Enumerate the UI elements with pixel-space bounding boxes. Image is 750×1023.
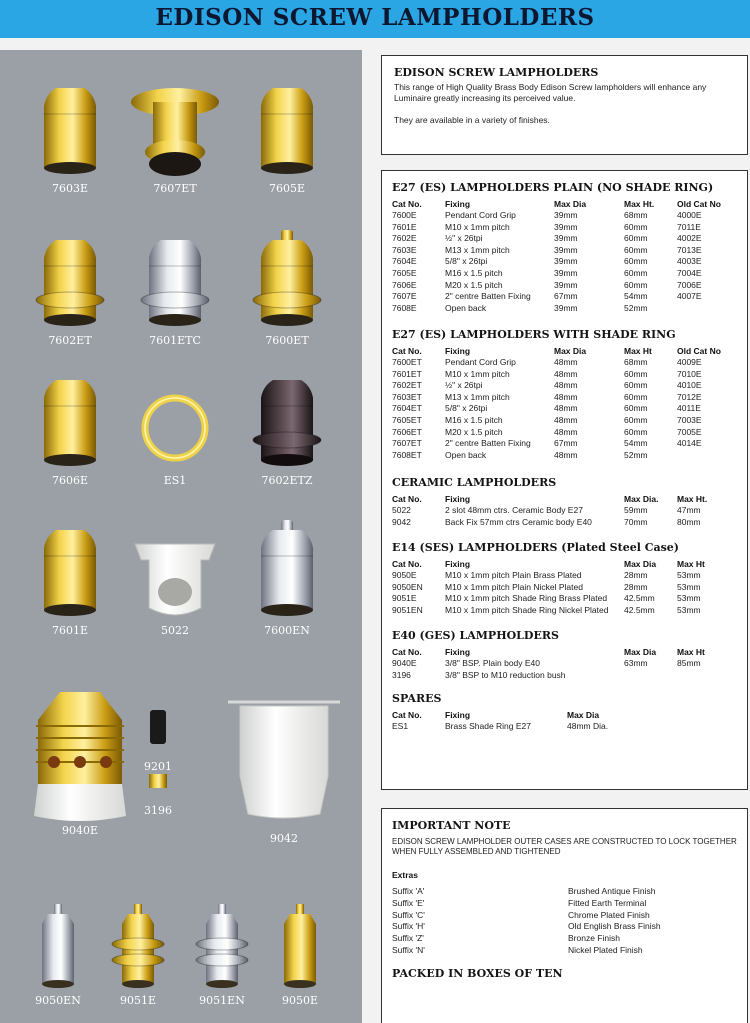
table-cell: M13 x 1mm pitch (445, 244, 510, 255)
column-header: Cat No. (392, 346, 422, 356)
table-cell: 60mm (624, 380, 648, 391)
table-cell: 60mm (624, 403, 648, 414)
section-heading: E40 (GES) LAMPHOLDERS (392, 629, 559, 642)
caption-9051en: 9051EN (199, 994, 245, 1007)
table-cell: 39mm (554, 256, 578, 267)
table-cell: 48mm (554, 426, 578, 437)
table-cell: 7603ET (392, 391, 422, 402)
table-cell: 7013E (677, 244, 702, 255)
table-cell: 7010E (677, 368, 702, 379)
table-cell: 4010E (677, 380, 702, 391)
table-cell: 4000E (677, 210, 702, 220)
table-cell: 3/8" BSP. Plain body E40 (445, 658, 541, 668)
table-cell: M10 x 1mm pitch Plain Brass Plated (445, 570, 582, 580)
caption-3196: 3196 (144, 804, 172, 817)
section-heading: E27 (ES) LAMPHOLDERS WITH SHADE RING (392, 328, 676, 341)
table-cell: 7003E (677, 415, 702, 425)
table-cell: 7006E (677, 279, 702, 290)
table-cell: 39mm (554, 233, 578, 244)
table-cell: 39mm (554, 268, 578, 278)
table-cell: 3/8" BSP to M10 reduction bush (445, 669, 566, 680)
table-cell: 39mm (554, 244, 578, 255)
note-text: EDISON SCREW LAMPHOLDER OUTER CASES ARE CONSTRUCTED TO LOCK TOGETHER WHEN FULLY ASSEMBLED AND TIGHTENED (392, 837, 737, 856)
caption-9051e: 9051E (119, 994, 157, 1007)
column-header: Max Ht (677, 559, 705, 569)
table-cell: 80mm (677, 516, 701, 527)
table-cell: 52mm (624, 449, 648, 460)
column-header: Fixing (445, 199, 471, 209)
table-cell: 7606ET (392, 426, 422, 437)
table-cell: 5/8" x 26tpi (445, 403, 488, 414)
table-cell: 42.5mm (624, 593, 655, 604)
table-cell: 4007E (677, 291, 702, 302)
extras-finish: Brushed Antique Finish (568, 886, 656, 896)
extras-suffix: Suffix 'H' (392, 921, 425, 932)
product-photos (0, 50, 362, 1023)
table-cell: 39mm (554, 210, 578, 220)
product-7602et (36, 240, 104, 326)
table-cell: M16 x 1.5 pitch (445, 268, 503, 278)
table-cell: 7605ET (392, 415, 422, 425)
table-cell: 60mm (624, 391, 648, 402)
table-cell: 4009E (677, 357, 702, 367)
table-cell: 7603E (392, 244, 417, 255)
table-cell: Pendant Cord Grip (445, 357, 516, 367)
column-header: Max Ht (624, 346, 652, 356)
table-cell: 7600E (392, 210, 417, 220)
table-cell: 67mm (554, 438, 578, 449)
page-banner (0, 0, 750, 38)
caption-es1: ES1 (163, 474, 187, 487)
table-cell: 60mm (624, 368, 648, 379)
column-header: Cat No. (392, 647, 422, 657)
column-header: Fixing (445, 710, 471, 720)
table-cell: 7601E (392, 221, 417, 232)
table-cell: 9042 (392, 516, 411, 527)
extras-finish: Old English Brass Finish (568, 921, 661, 932)
table-cell: 7608ET (392, 449, 422, 460)
extras-suffix: Suffix 'E' (392, 897, 425, 908)
caption-9050en: 9050EN (35, 994, 81, 1007)
column-header: Max Dia. (624, 494, 659, 504)
table-cell: 7608E (392, 302, 417, 313)
column-header: Max Dia (624, 559, 657, 569)
table-cell: 3196 (392, 669, 411, 680)
table-cell: 7004E (677, 268, 702, 278)
extras-finish: Chrome Plated Finish (568, 909, 650, 920)
table-cell: 48mm (554, 403, 578, 414)
table-cell: M20 x 1.5 pitch (445, 426, 503, 437)
table-cell: 63mm (624, 658, 648, 668)
table-cell: 7600ET (392, 357, 422, 367)
table-cell: 53mm (677, 604, 701, 615)
table-cell: 68mm (624, 357, 648, 367)
table-cell: 85mm (677, 658, 701, 668)
table-cell: 54mm (624, 291, 648, 302)
product-5022 (135, 544, 215, 615)
note-panel (381, 808, 748, 1023)
column-header: Cat No. (392, 710, 422, 720)
product-7600et (253, 230, 321, 326)
note-heading: IMPORTANT NOTE (392, 819, 511, 832)
extras-suffix: Suffix 'A' (392, 886, 425, 896)
section-heading: E27 (ES) LAMPHOLDERS PLAIN (NO SHADE RING) (392, 181, 714, 194)
caption-7601e: 7601E (51, 624, 89, 637)
extras-suffix: Suffix 'Z' (392, 933, 424, 944)
extras-suffix: Suffix 'C' (392, 909, 425, 920)
table-cell: 60mm (624, 233, 648, 244)
section-heading: E14 (SES) LAMPHOLDERS (Plated Steel Case) (392, 541, 679, 554)
extras-finish: Nickel Plated Finish (568, 945, 643, 955)
table-cell: 4002E (677, 233, 702, 244)
table-cell: 28mm (624, 581, 648, 592)
table-cell: 9051E (392, 593, 417, 604)
table-cell: M16 x 1.5 pitch (445, 415, 503, 425)
column-header: Max Dia (554, 346, 587, 356)
column-header: Fixing (445, 346, 471, 356)
table-cell: 7604ET (392, 403, 422, 414)
table-cell: 60mm (624, 279, 648, 290)
product-7601e (44, 530, 96, 616)
extras-heading: Extras (392, 870, 418, 880)
column-header: Cat No. (392, 199, 422, 209)
table-cell: 60mm (624, 221, 648, 232)
table-cell: Brass Shade Ring E27 (445, 721, 531, 731)
caption-9040e: 9040E (61, 824, 99, 837)
caption-7600et: 7600ET (265, 334, 309, 347)
table-cell: M10 x 1mm pitch Shade Ring Nickel Plated (445, 604, 609, 615)
table-cell: 9051EN (392, 604, 423, 615)
table-cell: 60mm (624, 415, 648, 425)
section-heading: CERAMIC LAMPHOLDERS (392, 476, 557, 489)
table-cell: 5022 (392, 505, 411, 515)
table-cell: 9050EN (392, 581, 423, 592)
table-cell: 47mm (677, 505, 701, 515)
table-cell: 48mm Dia. (567, 721, 609, 731)
table-cell: 7012E (677, 391, 702, 402)
caption-7606e: 7606E (51, 474, 89, 487)
column-header: Max Dia (554, 199, 587, 209)
intro-finishes: They are available in a variety of finishes. (394, 115, 550, 125)
caption-7602et: 7602ET (48, 334, 92, 347)
table-cell: M10 x 1mm pitch Shade Ring Brass Plated (445, 593, 608, 604)
table-cell: 7005E (677, 426, 702, 437)
column-header: Fixing (445, 647, 471, 657)
caption-7607et: 7607ET (153, 182, 197, 195)
table-cell: 7605E (392, 268, 417, 278)
caption-7601etc: 7601ETC (149, 334, 201, 347)
table-cell: 4003E (677, 256, 702, 267)
table-cell: 39mm (554, 221, 578, 232)
table-cell: Back Fix 57mm ctrs Ceramic body E40 (445, 516, 592, 527)
table-cell: 54mm (624, 438, 648, 449)
caption-9050e: 9050E (281, 994, 319, 1007)
table-cell: 2 slot 48mm ctrs. Ceramic Body E27 (445, 505, 583, 515)
column-header: Old Cat No (677, 199, 721, 209)
product-3196 (149, 774, 167, 788)
column-header: Max Ht (677, 647, 705, 657)
table-cell: 48mm (554, 357, 578, 367)
product-9201 (150, 710, 166, 744)
product-7605e (261, 88, 313, 174)
product-7601etc (141, 240, 209, 326)
table-cell: 7607ET (392, 438, 422, 449)
column-header: Old Cat No (677, 346, 721, 356)
table-cell: M10 x 1mm pitch Plain Nickel Plated (445, 581, 583, 592)
table-cell: 59mm (624, 505, 648, 515)
intro-paragraph: This range of High Quality Brass Body Edison Screw lampholders will enhance any Luminaire greatly increasing its perceived value. (394, 82, 707, 103)
column-header: Cat No. (392, 559, 422, 569)
table-cell: 52mm (624, 302, 648, 313)
product-gallery (0, 50, 362, 1023)
column-header: Fixing (445, 494, 471, 504)
table-cell: ½" x 26tpi (445, 380, 483, 391)
product-7603e (44, 88, 96, 174)
table-cell: 48mm (554, 380, 578, 391)
table-cell: Open back (445, 449, 487, 460)
table-cell: 2" centre Batten Fixing (445, 438, 531, 449)
product-7606e (44, 380, 96, 466)
table-cell: 68mm (624, 210, 648, 220)
table-cell: 60mm (624, 268, 648, 278)
extras-finish: Bronze Finish (568, 933, 620, 944)
table-cell: 53mm (677, 593, 701, 604)
table-cell: 53mm (677, 570, 701, 580)
table-cell: 48mm (554, 391, 578, 402)
product-9050en (42, 904, 74, 988)
table-cell: 4014E (677, 438, 702, 449)
table-cell: 7601ET (392, 368, 422, 379)
table-cell: 70mm (624, 516, 648, 527)
product-9051e (112, 904, 164, 988)
product-7602etz (253, 380, 321, 466)
table-cell: 67mm (554, 291, 578, 302)
table-cell: 7011E (677, 221, 701, 232)
product-9050e (284, 904, 316, 988)
caption-9201: 9201 (144, 760, 172, 773)
section-heading: SPARES (392, 692, 442, 705)
table-cell: Pendant Cord Grip (445, 210, 516, 220)
table-cell: 48mm (554, 449, 578, 460)
product-9040e (34, 692, 126, 821)
product-9042 (228, 702, 340, 818)
table-cell: ES1 (392, 721, 409, 731)
table-cell: M13 x 1mm pitch (445, 391, 510, 402)
table-cell: 7602ET (392, 380, 422, 391)
caption-7603e: 7603E (51, 182, 89, 195)
table-cell: 7602E (392, 233, 417, 244)
table-cell: 4011E (677, 403, 701, 414)
product-9051en (196, 904, 248, 988)
column-header: Max Dia (624, 647, 657, 657)
table-cell: 42.5mm (624, 604, 655, 615)
table-cell: 9040E (392, 658, 417, 668)
table-cell: 39mm (554, 302, 578, 313)
intro-panel (381, 55, 748, 155)
product-es1 (145, 398, 205, 458)
product-7600en (261, 520, 313, 616)
table-cell: Open back (445, 302, 487, 313)
table-cell: M10 x 1mm pitch (445, 368, 510, 379)
table-cell: 48mm (554, 368, 578, 379)
table-cell: 60mm (624, 244, 648, 255)
column-header: Max Ht. (624, 199, 655, 209)
column-header: Fixing (445, 559, 471, 569)
table-cell: 2" centre Batten Fixing (445, 291, 531, 302)
caption-5022: 5022 (161, 624, 189, 637)
table-cell: 60mm (624, 426, 648, 437)
specs-panel (381, 170, 748, 790)
table-cell: 28mm (624, 570, 648, 580)
product-7607et (131, 88, 219, 176)
caption-7602etz: 7602ETZ (261, 474, 313, 487)
column-header: Max Dia (567, 710, 600, 720)
table-cell: 39mm (554, 279, 578, 290)
extras-finish: Fitted Earth Terminal (568, 897, 647, 908)
table-cell: 48mm (554, 415, 578, 425)
caption-9042: 9042 (270, 832, 298, 845)
extras-suffix: Suffix 'N' (392, 945, 425, 955)
table-cell: 60mm (624, 256, 648, 267)
table-cell: 5/8" x 26tpi (445, 256, 488, 267)
table-cell: M10 x 1mm pitch (445, 221, 510, 232)
page-title: EDISON SCREW LAMPHOLDERS (155, 4, 595, 31)
table-cell: 7606E (392, 279, 417, 290)
table-cell: ½" x 26tpi (445, 233, 483, 244)
column-header: Max Ht. (677, 494, 708, 504)
caption-7600en: 7600EN (264, 624, 310, 637)
table-cell: 7604E (392, 256, 417, 267)
packing-note: PACKED IN BOXES OF TEN (392, 967, 563, 980)
table-cell: 7607E (392, 291, 417, 302)
intro-heading: EDISON SCREW LAMPHOLDERS (394, 66, 599, 79)
table-cell: 9050E (392, 570, 417, 580)
table-cell: 53mm (677, 581, 701, 592)
table-cell: M20 x 1.5 pitch (445, 279, 503, 290)
caption-7605e: 7605E (268, 182, 306, 195)
column-header: Cat No. (392, 494, 422, 504)
